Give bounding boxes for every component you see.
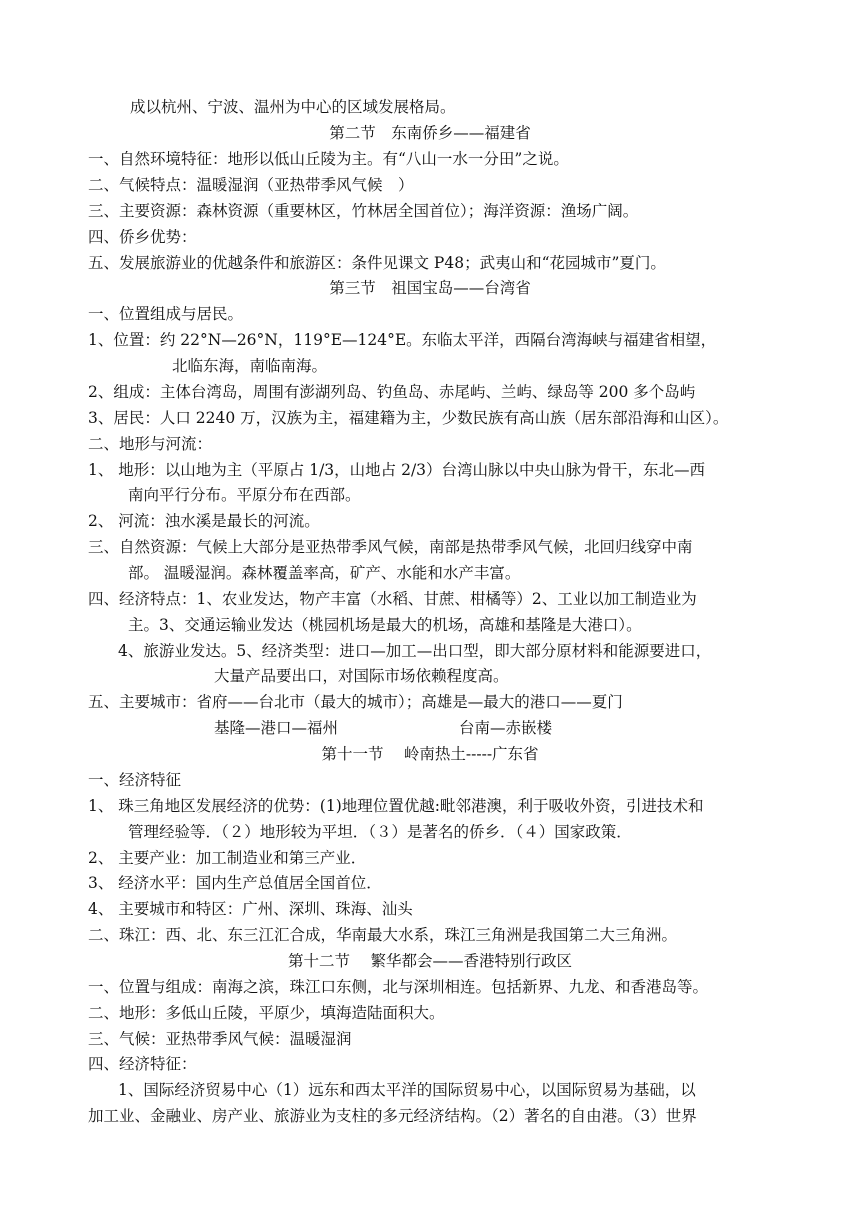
- text-line: 三、气候：亚热带季风气候：温暖湿润: [88, 1030, 352, 1048]
- text-line: 1、位置：约 22°N—26°N，119°E—124°E。东临太平洋，西隔台湾海峡与福建省相望，: [88, 331, 717, 349]
- text-line: 一、位置与组成：南海之滨，珠江口东侧，北与深圳相连。包括新界、九龙、和香港岛等。: [88, 978, 709, 996]
- text-line: 基隆—港口—福州: [214, 719, 339, 737]
- text-line: 二、地形与河流：: [88, 435, 213, 453]
- text-line: 三、自然资源：气候上大部分是亚热带季风气候，南部是热带季风气候，北回归线穿中南: [88, 538, 693, 556]
- section-heading: 第二节 东南侨乡——福建省: [329, 124, 531, 142]
- text-line: 北临东海，南临南海。: [172, 357, 328, 375]
- text-line: 大量产品要出口，对国际市场依赖程度高。: [214, 667, 509, 685]
- text-line: 一、经济特征: [88, 771, 182, 789]
- text-line: 二、气候特点：温暖湿润（亚热带季风气候 ）: [88, 176, 414, 194]
- text-line: 成以杭州、宁波、温州为中心的区域发展格局。: [130, 98, 456, 116]
- text-line: 二、珠江：西、北、东三江汇合成，华南最大水系，珠江三角洲是我国第二大三角洲。: [88, 926, 678, 944]
- text-line: 四、侨乡优势：: [88, 228, 197, 246]
- text-line: 加工业、金融业、房产业、旅游业为支柱的多元经济结构。（2）著名的自由港。（3）世界: [88, 1107, 697, 1125]
- text-line: 2、 河流：浊水溪是最长的河流。: [88, 512, 320, 530]
- text-line: 四、经济特点：1、农业发达，物产丰富（水稻、甘蔗、柑橘等）2、工业以加工制造业为: [88, 590, 697, 608]
- text-line: 五、主要城市：省府——台北市（最大的城市）；高雄是—最大的港口——夏门: [88, 693, 623, 711]
- text-line: 3、 经济水平：国内生产总值居全国首位．: [88, 874, 382, 892]
- section-heading: 第十一节 岭南热土-----广东省: [321, 745, 539, 763]
- text-line: 2、 主要产业：加工制造业和第三产业．: [88, 849, 367, 867]
- text-line: 四、经济特征：: [88, 1055, 197, 1073]
- text-line: 1、国际经济贸易中心（1）远东和西太平洋的国际贸易中心，以国际贸易为基础，以: [118, 1081, 696, 1099]
- text-line: 三、主要资源：森林资源（重要林区，竹林居全国首位）；海洋资源：渔场广阔。: [88, 202, 639, 220]
- section-heading: 第三节 祖国宝岛——台湾省: [329, 279, 531, 297]
- text-line: 主。3、交通运输业发达（桃园机场是最大的机场，高雄和基隆是大港口）。: [128, 616, 642, 634]
- text-line: 1、 珠三角地区发展经济的优势：(1)地理位置优越:毗邻港澳，利于吸收外资，引进技术和: [88, 797, 704, 815]
- text-line: 二、地形：多低山丘陵，平原少，填海造陆面积大。: [88, 1004, 445, 1022]
- text-line: 4、旅游业发达。5、经济类型：进口—加工—出口型，即大部分原材料和能源要进口，: [118, 642, 712, 660]
- text-line: 五、发展旅游业的优越条件和旅游区：条件见课文 P48；武夷山和“花园城市”夏门。: [88, 254, 666, 272]
- section-heading: 第十二节 繁华都会——香港特别行政区: [288, 952, 572, 970]
- text-line: 部。 温暖湿润。森林覆盖率高，矿产、水能和水产丰富。: [128, 564, 521, 582]
- text-line: 台南—赤嵌楼: [459, 719, 553, 737]
- text-line: 2、组成：主体台湾岛，周围有澎湖列岛、钓鱼岛、赤尾屿、兰屿、绿岛等 200 多个岛屿: [88, 383, 696, 401]
- text-line: 1、 地形：以山地为主（平原占 1/3，山地占 2/3）台湾山脉以中央山脉为骨干，东北—西: [88, 461, 706, 479]
- text-line: 4、 主要城市和特区：广州、深圳、珠海、汕头: [88, 900, 413, 918]
- text-line: 南向平行分布。平原分布在西部。: [128, 486, 361, 504]
- text-line: 管理经验等．（２）地形较为平坦．（３）是著名的侨乡．（４）国家政策．: [128, 823, 632, 841]
- text-line: 一、位置组成与居民。: [88, 305, 244, 323]
- text-line: 3、居民：人口 2240 万，汉族为主，福建籍为主，少数民族有高山族（居东部沿海和山区）。: [88, 409, 729, 427]
- text-line: 一、自然环境特征：地形以低山丘陵为主。有“八山一水一分田”之说。: [88, 150, 569, 168]
